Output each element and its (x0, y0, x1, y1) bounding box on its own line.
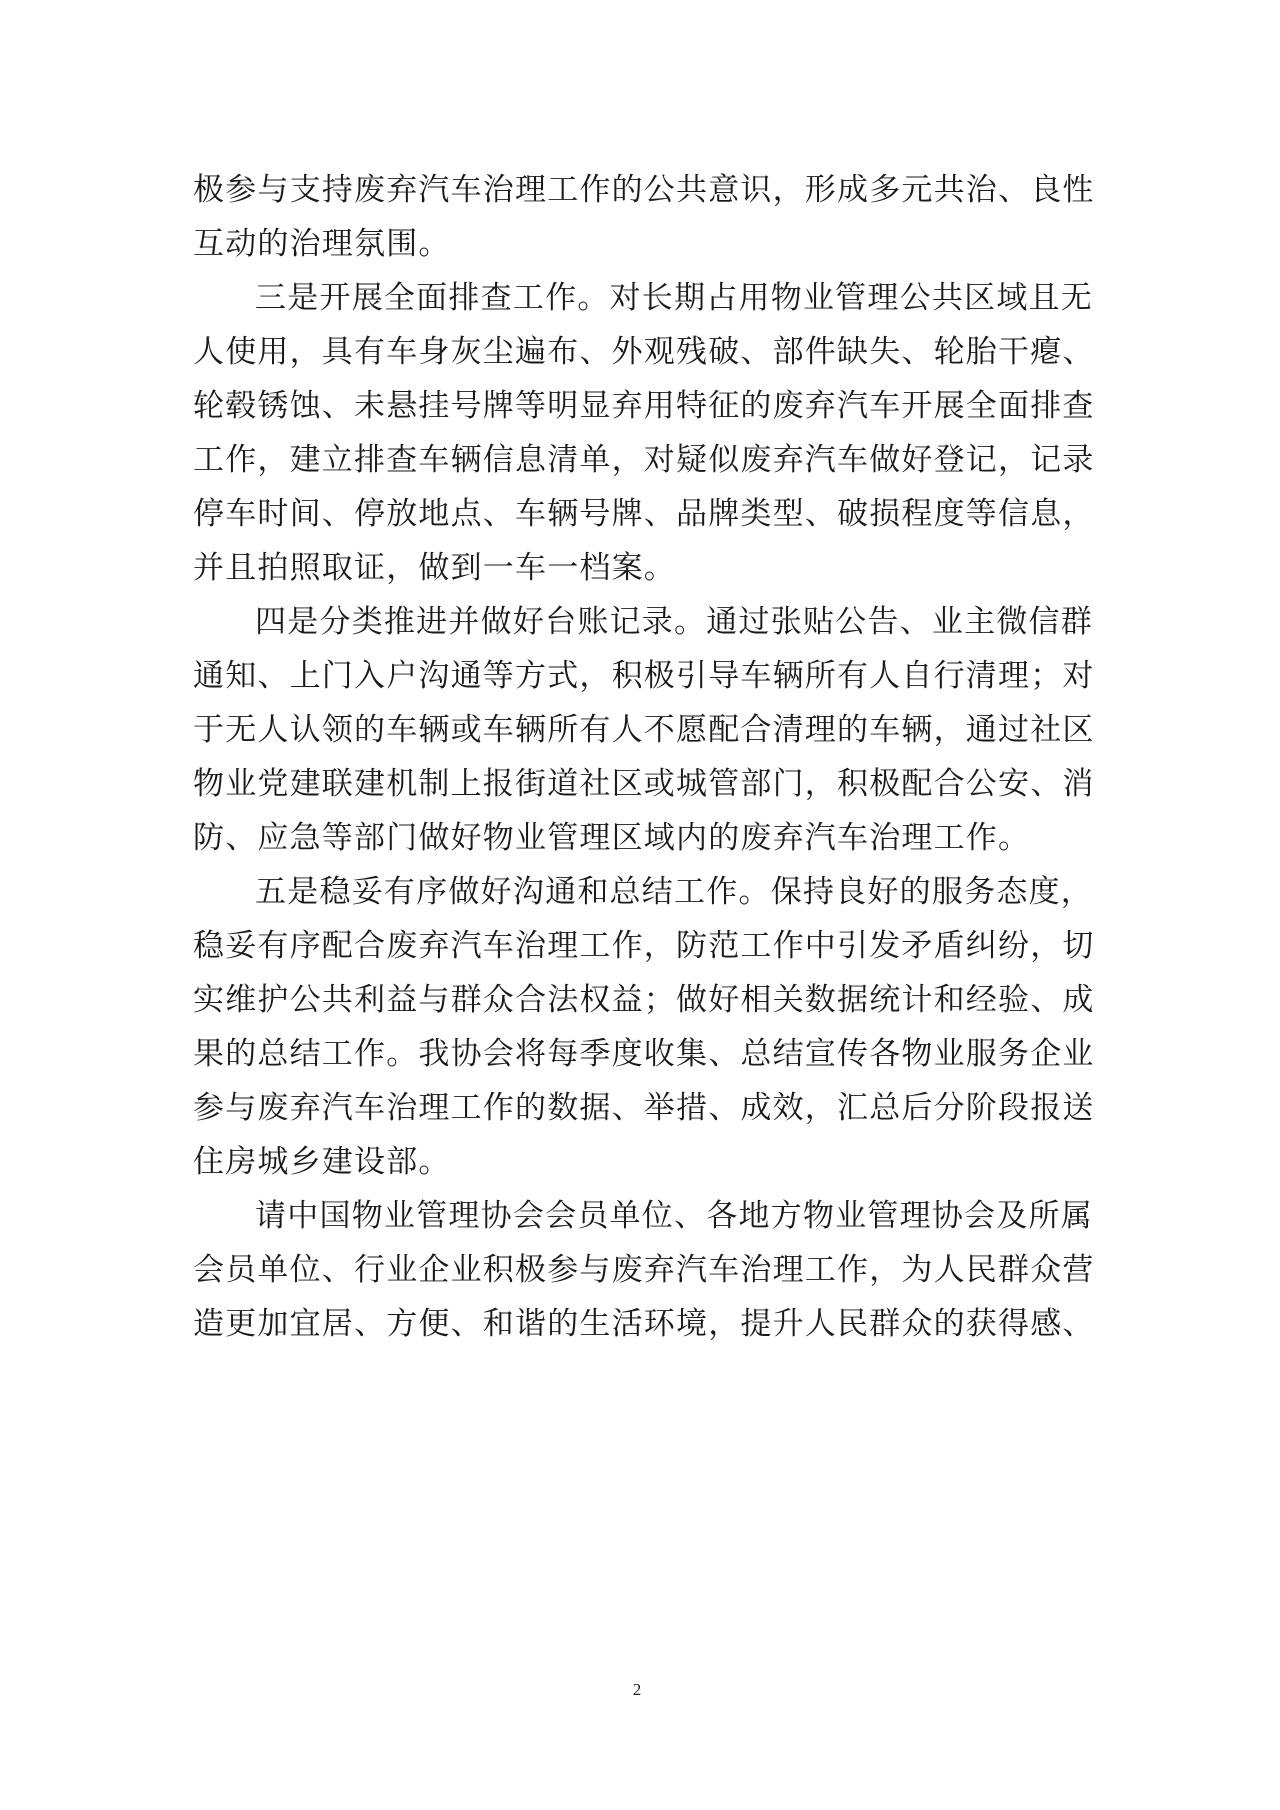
text-line: 造更加宜居、方便、和谐的生活环境，提升人民群众的获得感、 (193, 1306, 1095, 1342)
paragraph-item-four (193, 595, 1093, 865)
paragraph-item-three (193, 271, 1093, 595)
text-line: 实维护公共利益与群众合法权益；做好相关数据统计和经验、成 (193, 982, 1095, 1018)
text-line: 会员单位、行业企业积极参与废弃汽车治理工作，为人民群众营 (193, 1252, 1095, 1288)
text-line: 并且拍照取证，做到一车一档案。 (193, 550, 676, 586)
paragraph-request (193, 1189, 1093, 1351)
document-body (193, 163, 1093, 1351)
text-line: 极参与支持废弃汽车治理工作的公共意识，形成多元共治、良性 (193, 172, 1095, 208)
text-line: 参与废弃汽车治理工作的数据、举措、成效，汇总后分阶段报送 (193, 1090, 1095, 1126)
text-line: 三是开展全面排查工作。对长期占用物业管理公共区域且无 (255, 280, 1093, 316)
paragraph-item-five (193, 865, 1093, 1189)
text-line: 轮毂锈蚀、未悬挂号牌等明显弃用特征的废弃汽车开展全面排查 (193, 388, 1095, 424)
text-line: 请中国物业管理协会会员单位、各地方物业管理协会及所属 (255, 1198, 1093, 1234)
text-line: 五是稳妥有序做好沟通和总结工作。保持良好的服务态度， (255, 874, 1093, 910)
text-line: 人使用，具有车身灰尘遍布、外观残破、部件缺失、轮胎干瘪、 (193, 334, 1095, 370)
text-line: 住房城乡建设部。 (193, 1144, 451, 1180)
text-line: 互动的治理氛围。 (193, 226, 451, 262)
text-line: 于无人认领的车辆或车辆所有人不愿配合清理的车辆，通过社区 (193, 712, 1095, 748)
text-line: 通知、上门入户沟通等方式，积极引导车辆所有人自行清理；对 (193, 658, 1095, 694)
text-line: 四是分类推进并做好台账记录。通过张贴公告、业主微信群 (255, 604, 1093, 640)
text-line: 果的总结工作。我协会将每季度收集、总结宣传各物业服务企业 (193, 1036, 1095, 1072)
page-number: 2 (632, 1680, 642, 1699)
text-line: 工作，建立排查车辆信息清单，对疑似废弃汽车做好登记，记录 (193, 442, 1095, 478)
text-line: 停车时间、停放地点、车辆号牌、品牌类型、破损程度等信息， (193, 496, 1095, 532)
text-line: 防、应急等部门做好物业管理区域内的废弃汽车治理工作。 (193, 820, 1031, 856)
paragraph-continuation (193, 163, 1093, 271)
text-line: 稳妥有序配合废弃汽车治理工作，防范工作中引发矛盾纠纷，切 (193, 928, 1095, 964)
text-line: 物业党建联建机制上报街道社区或城管部门，积极配合公安、消 (193, 766, 1095, 802)
